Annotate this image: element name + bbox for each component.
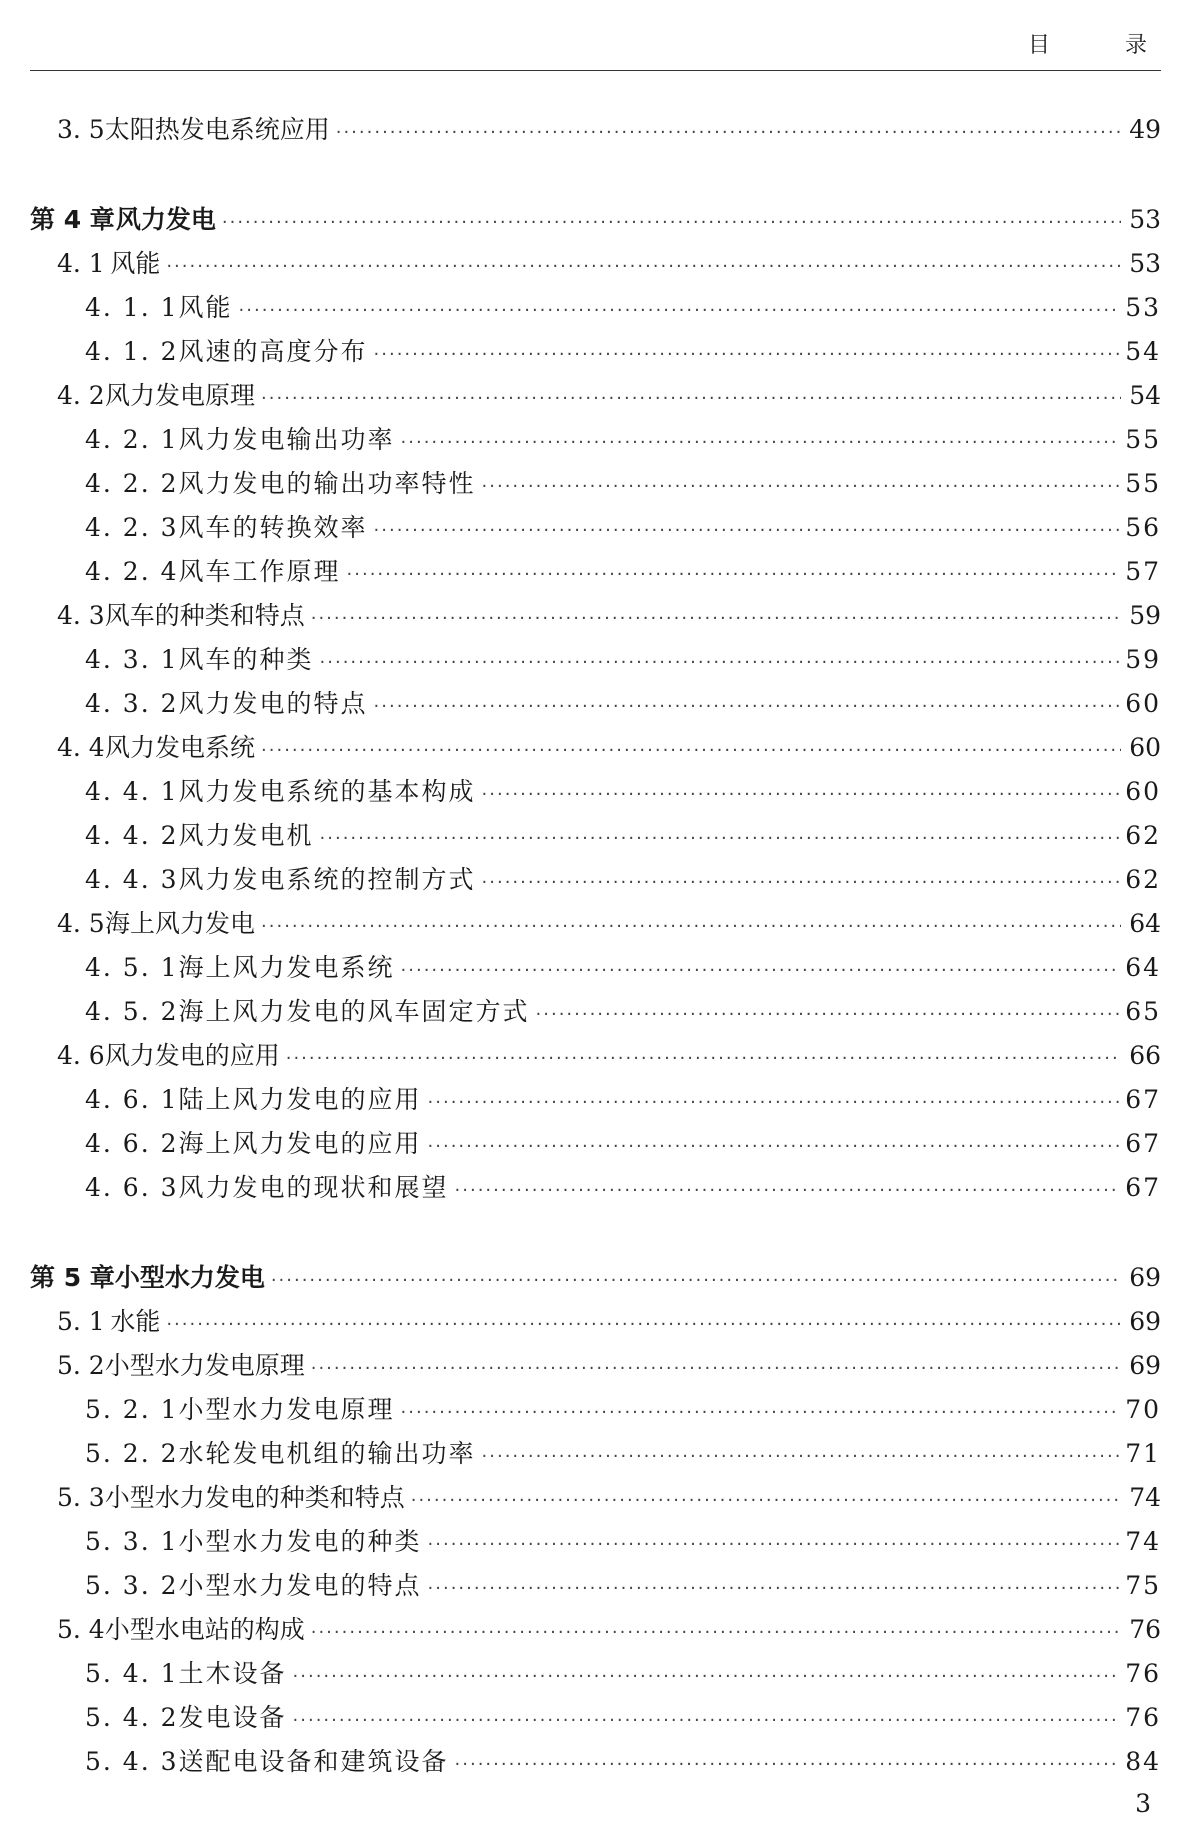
toc-entry-number: 4. 4. 1 [85, 777, 179, 806]
toc-entry[interactable] [30, 1300, 1161, 1344]
toc-entry-title: 太阳热发电系统应用 [104, 115, 330, 144]
toc-entry-title: 陆上风力发电的应用 [178, 1085, 422, 1114]
toc-entry-number: 5. 4. 2 [85, 1703, 179, 1732]
toc-entry-page: 64 [1125, 953, 1161, 982]
dot-leader [374, 685, 1120, 729]
toc-entry-page: 53 [1129, 249, 1161, 278]
toc-entry-number: 5. 4 [57, 1615, 105, 1644]
toc-entry-page: 67 [1125, 1173, 1161, 1202]
toc-entry-page: 53 [1125, 293, 1161, 322]
dot-leader [347, 553, 1120, 597]
toc-entry-page: 62 [1125, 865, 1161, 894]
toc-entry-title: 风力发电的应用 [104, 1041, 280, 1070]
toc-entry[interactable] [30, 286, 1161, 330]
toc-entry-title: 水轮发电机组的输出功率 [178, 1439, 476, 1468]
toc-entry-title: 风力发电的现状和展望 [178, 1173, 449, 1202]
toc-chapter-entry[interactable] [30, 1256, 1161, 1300]
toc-entry-number: 4. 4. 2 [85, 821, 179, 850]
toc-entry[interactable] [30, 682, 1161, 726]
toc-entry-title: 风能 [110, 249, 161, 278]
toc-entry-number: 4. 1. 2 [85, 337, 179, 366]
dot-leader [261, 905, 1121, 949]
toc-entry[interactable] [30, 1166, 1161, 1210]
toc-entry-number: 4. 1. 1 [85, 293, 179, 322]
header-title: 目 录 [1028, 33, 1181, 58]
dot-leader [166, 245, 1121, 289]
toc-entry-title: 发电设备 [178, 1703, 287, 1732]
toc-entry[interactable] [30, 990, 1161, 1034]
dot-leader [428, 1523, 1120, 1567]
toc-entry-page: 55 [1125, 425, 1161, 454]
toc-entry-page: 76 [1129, 1615, 1161, 1644]
toc-entry-number: 4. 5 [57, 909, 105, 938]
toc-entry[interactable] [30, 1388, 1161, 1432]
toc-entry[interactable] [30, 1696, 1161, 1740]
dot-leader [482, 773, 1120, 817]
toc-entry-number: 5. 2 [57, 1351, 105, 1380]
toc-entry-title: 风速的高度分布 [178, 337, 368, 366]
toc-entry-number: 5. 3. 2 [85, 1571, 179, 1600]
toc-entry[interactable] [30, 462, 1161, 506]
toc-entry-page: 66 [1129, 1041, 1161, 1070]
toc-entry-number: 4. 3. 1 [85, 645, 179, 674]
toc-entry-number: 4. 5. 1 [85, 953, 179, 982]
toc-entry-page: 55 [1125, 469, 1161, 498]
toc-entry-number: 4. 2. 2 [85, 469, 179, 498]
toc-entry-number: 5. 1 [57, 1307, 105, 1336]
toc-entry-title: 风车的转换效率 [178, 513, 368, 542]
toc-entry-number: 4. 3. 2 [85, 689, 179, 718]
toc-entry[interactable] [30, 1432, 1161, 1476]
dot-leader [271, 1259, 1121, 1303]
dot-leader [536, 993, 1120, 1037]
toc-entry-page: 56 [1125, 513, 1161, 542]
toc-entry-page: 69 [1129, 1307, 1161, 1336]
table-of-contents [30, 108, 1161, 1784]
toc-chapter-entry[interactable] [30, 198, 1161, 242]
dot-leader [428, 1125, 1120, 1169]
toc-entry-title: 风力发电 [115, 205, 216, 234]
toc-entry-title: 风车的种类和特点 [104, 601, 305, 630]
toc-entry-title: 风力发电系统的控制方式 [178, 865, 476, 894]
toc-entry-title: 小型水力发电的种类和特点 [104, 1483, 405, 1512]
toc-entry-page: 59 [1129, 601, 1161, 630]
dot-leader [482, 1435, 1120, 1479]
toc-entry-title: 海上风力发电的应用 [178, 1129, 422, 1158]
toc-entry-page: 70 [1125, 1395, 1161, 1424]
toc-entry-page: 54 [1129, 381, 1161, 410]
toc-entry[interactable] [30, 946, 1161, 990]
toc-entry-number: 5. 2. 1 [85, 1395, 179, 1424]
toc-entry-number: 4. 4. 3 [85, 865, 179, 894]
toc-entry-title: 风力发电系统 [105, 733, 256, 762]
toc-entry[interactable] [30, 330, 1161, 374]
toc-entry-page: 75 [1125, 1571, 1161, 1600]
toc-entry[interactable] [30, 594, 1161, 638]
toc-entry-page: 60 [1125, 689, 1161, 718]
dot-leader [455, 1743, 1120, 1787]
toc-entry-title: 风力发电的输出功率特性 [178, 469, 476, 498]
toc-entry-page: 49 [1129, 115, 1161, 144]
toc-entry-page: 67 [1125, 1085, 1161, 1114]
toc-entry[interactable] [30, 1476, 1161, 1520]
toc-entry-page: 60 [1125, 777, 1161, 806]
dot-leader [311, 597, 1121, 641]
toc-entry-page: 76 [1125, 1703, 1161, 1732]
toc-entry-number: 5. 3. 1 [85, 1527, 179, 1556]
toc-entry-page: 69 [1129, 1351, 1161, 1380]
toc-entry-number: 4. 2. 3 [85, 513, 179, 542]
dot-leader [320, 817, 1120, 861]
dot-leader [239, 289, 1120, 333]
page-number: 3 [1135, 1789, 1151, 1818]
toc-entry-title: 水能 [110, 1307, 161, 1336]
toc-entry-number: 4. 3 [57, 601, 105, 630]
dot-leader [286, 1037, 1121, 1081]
toc-entry-title: 风能 [178, 293, 233, 322]
toc-entry-number: 5. 4. 1 [85, 1659, 179, 1688]
toc-entry-number: 4. 5. 2 [85, 997, 179, 1026]
toc-entry[interactable] [30, 1122, 1161, 1166]
dot-leader [261, 377, 1121, 421]
dot-leader [166, 1303, 1121, 1347]
dot-leader [428, 1081, 1120, 1125]
toc-entry-page: 84 [1125, 1747, 1161, 1776]
toc-entry-title: 小型水力发电 [114, 1263, 265, 1292]
toc-entry-page: 69 [1129, 1263, 1161, 1292]
toc-entry-title: 小型水力发电原理 [178, 1395, 395, 1424]
dot-leader [222, 201, 1121, 245]
toc-entry-page: 71 [1125, 1439, 1161, 1468]
toc-entry-title: 海上风力发电的风车固定方式 [178, 997, 530, 1026]
toc-entry-page: 65 [1125, 997, 1161, 1026]
toc-entry[interactable] [30, 1344, 1161, 1388]
dot-leader [311, 1347, 1121, 1391]
toc-entry-number: 4. 1 [57, 249, 105, 278]
dot-leader [374, 509, 1120, 553]
toc-entry[interactable] [30, 902, 1161, 946]
toc-entry-number: 4. 6. 1 [85, 1085, 179, 1114]
toc-entry[interactable] [30, 1740, 1161, 1784]
dot-leader [374, 333, 1120, 377]
toc-entry-page: 67 [1125, 1129, 1161, 1158]
toc-entry-number: 4. 6. 2 [85, 1129, 179, 1158]
dot-leader [293, 1699, 1120, 1743]
toc-entry[interactable] [30, 374, 1161, 418]
toc-entry-title: 风力发电机 [178, 821, 314, 850]
toc-entry-title: 风车的种类 [178, 645, 314, 674]
toc-entry[interactable] [30, 638, 1161, 682]
toc-entry-title: 风车工作原理 [178, 557, 341, 586]
toc-entry-page: 74 [1129, 1483, 1161, 1512]
toc-entry-page: 53 [1129, 205, 1161, 234]
toc-entry-page: 54 [1125, 337, 1161, 366]
toc-entry[interactable] [30, 108, 1161, 152]
toc-entry-title: 海上风力发电系统 [178, 953, 395, 982]
toc-entry[interactable] [30, 814, 1161, 858]
toc-entry[interactable] [30, 1034, 1161, 1078]
toc-entry-page: 76 [1125, 1659, 1161, 1688]
dot-leader [336, 111, 1121, 155]
toc-entry-title: 小型水力发电的特点 [178, 1571, 422, 1600]
dot-leader [482, 861, 1120, 905]
toc-entry-page: 64 [1129, 909, 1161, 938]
dot-leader [401, 1391, 1120, 1435]
toc-entry[interactable] [30, 506, 1161, 550]
toc-entry-number: 4. 2 [57, 381, 105, 410]
toc-entry[interactable] [30, 242, 1161, 286]
toc-entry-number: 第 4 章 [30, 205, 115, 234]
toc-entry-page: 59 [1125, 645, 1161, 674]
toc-entry-title: 送配电设备和建筑设备 [178, 1747, 449, 1776]
toc-entry-number: 第 5 章 [30, 1263, 115, 1292]
toc-entry-number: 4. 2. 4 [85, 557, 179, 586]
toc-entry-page: 60 [1129, 733, 1161, 762]
toc-entry-title: 海上风力发电 [105, 909, 256, 938]
dot-leader [428, 1567, 1120, 1611]
dot-leader [455, 1169, 1120, 1213]
toc-entry[interactable] [30, 550, 1161, 594]
toc-entry-page: 62 [1125, 821, 1161, 850]
dot-leader [293, 1655, 1120, 1699]
toc-entry-number: 5. 4. 3 [85, 1747, 179, 1776]
toc-entry[interactable] [30, 770, 1161, 814]
toc-entry-title: 风力发电原理 [105, 381, 256, 410]
toc-entry-title: 小型水力发电的种类 [178, 1527, 422, 1556]
toc-entry-number: 5. 2. 2 [85, 1439, 179, 1468]
toc-entry[interactable] [30, 726, 1161, 770]
toc-entry-number: 4. 6 [57, 1041, 105, 1070]
toc-entry-number: 3. 5 [57, 115, 105, 144]
dot-leader [411, 1479, 1121, 1523]
toc-entry[interactable] [30, 1564, 1161, 1608]
dot-leader [401, 949, 1120, 993]
toc-entry-title: 小型水力发电原理 [104, 1351, 305, 1380]
toc-entry-number: 5. 3 [57, 1483, 105, 1512]
dot-leader [311, 1611, 1121, 1655]
toc-entry[interactable] [30, 1520, 1161, 1564]
dot-leader [401, 421, 1120, 465]
toc-entry-title: 风力发电系统的基本构成 [178, 777, 476, 806]
toc-entry-title: 风力发电的特点 [178, 689, 368, 718]
toc-entry-number: 4. 6. 3 [85, 1173, 179, 1202]
toc-entry[interactable] [30, 858, 1161, 902]
toc-entry[interactable] [30, 1608, 1161, 1652]
dot-leader [482, 465, 1120, 509]
toc-entry-title: 土木设备 [178, 1659, 287, 1688]
toc-entry-number: 4. 4 [57, 733, 105, 762]
toc-entry[interactable] [30, 1078, 1161, 1122]
toc-entry-page: 57 [1125, 557, 1161, 586]
toc-entry[interactable] [30, 1652, 1161, 1696]
running-header [30, 20, 1181, 71]
toc-entry-page: 74 [1125, 1527, 1161, 1556]
toc-entry-title: 风力发电输出功率 [178, 425, 395, 454]
toc-entry-title: 小型水电站的构成 [104, 1615, 305, 1644]
dot-leader [261, 729, 1121, 773]
toc-entry-number: 4. 2. 1 [85, 425, 179, 454]
dot-leader [320, 641, 1120, 685]
toc-entry[interactable] [30, 418, 1161, 462]
